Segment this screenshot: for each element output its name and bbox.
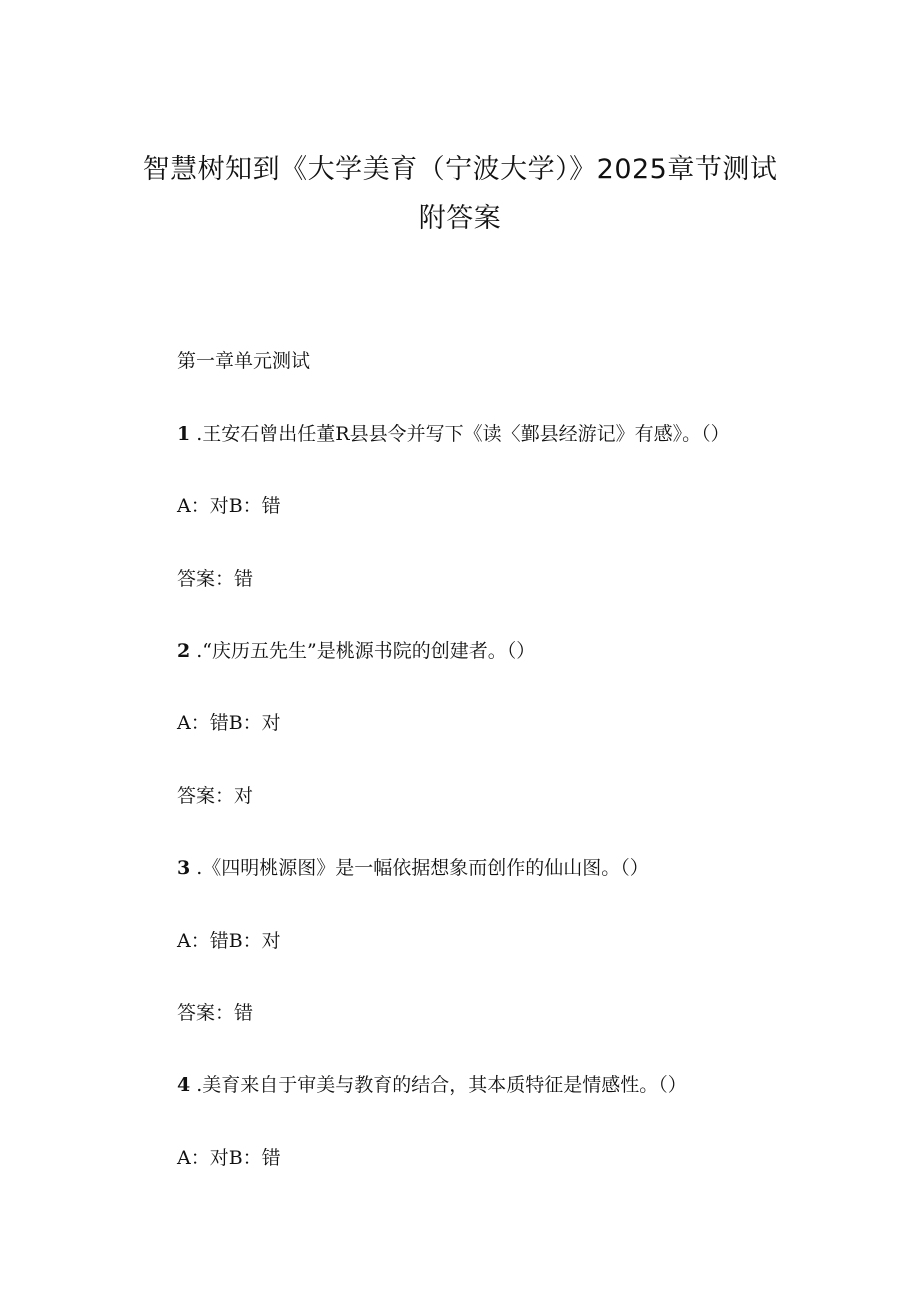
question-3-text: .《四明桃源图》是一幅依据想象而创作的仙山图。（） [196, 857, 649, 879]
document-title-line-2: 附答案 [418, 203, 502, 234]
question-2-answer: 答案：对 [177, 785, 254, 807]
question-3-number: 3 [177, 857, 191, 879]
question-1-text: .王安石曾出任董R县县令并写下《读〈鄞县经游记》有感》。（） [196, 423, 730, 445]
document-title-line-1: 智慧树知到《大学美育（宁波大学）》2025章节测试 [142, 154, 778, 185]
question-2-text: .“庆历五先生”是桃源书院的创建者。（） [196, 640, 536, 662]
question-3-answer: 答案：错 [177, 1002, 254, 1024]
question-4-options: A：对B：错 [177, 1147, 281, 1169]
question-3 [177, 855, 649, 881]
question-1 [177, 421, 730, 447]
question-1-answer: 答案：错 [177, 568, 254, 590]
question-3-options: A：错B：对 [177, 930, 281, 952]
question-4-text: .美育来自于审美与教育的结合，其本质特征是情感性。（） [196, 1074, 687, 1096]
question-1-number: 1 [177, 423, 191, 445]
question-4 [177, 1072, 687, 1098]
question-2 [177, 638, 535, 664]
question-2-options: A：错B：对 [177, 712, 281, 734]
question-1-options: A：对B：错 [177, 495, 281, 517]
question-4-number: 4 [177, 1074, 191, 1096]
question-2-number: 2 [177, 640, 191, 662]
chapter-heading: 第一章单元测试 [177, 350, 311, 372]
